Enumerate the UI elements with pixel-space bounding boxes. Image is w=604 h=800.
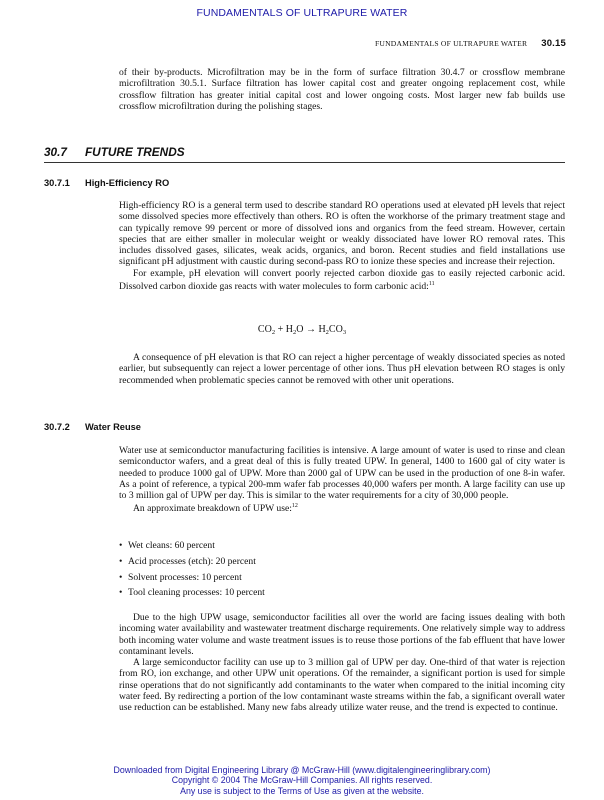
reuse-paragraph-2 [119,501,565,514]
eq-arrow: → [305,324,316,335]
list-item [119,572,265,588]
footer-terms-line[interactable]: Any use is subject to the Terms of Use as given at the website. [180,785,424,796]
eq-co: CO [257,324,272,335]
running-head-title: FUNDAMENTALS OF ULTRAPURE WATER [375,39,528,48]
eq-o: O [296,324,304,335]
ro-paragraph-2-text: For example, pH elevation will convert poorly rejected carbon dioxide gas to easily rejected carbonic acid. Dissolved carbon dioxide gas reacts with water molecules to form carbonic acid: [119,267,565,293]
subsection-heading-1 [44,178,169,188]
bullet-icon: • [119,571,123,583]
eq-plus-h: + H [277,324,293,335]
ro-paragraph-3: A consequence of pH elevation is that RO can reject a higher percentage of weakly dissociated species as noted earlier, but subsequently can reject a lower percentage of other ions. Thus pH elevation between RO stages is only recommended when problematic species cannot be removed with other unit operations. [119,352,565,386]
reuse-block-1 [119,445,565,515]
upw-use-list [119,540,265,603]
section-rule [44,162,565,163]
subsection-title-2: Water Reuse [85,422,141,432]
eq-co3: CO [328,324,343,335]
eq-co3-sub: 3 [342,329,347,336]
subsection-title-1: High-Efficiency RO [85,178,170,188]
list-item-text: Acid processes (etch): 20 percent [128,555,256,567]
ro-paragraph-1: High-efficiency RO is a general term used to describe standard RO operations used at elevated pH levels that reject some dissolved species more effectively than others. RO is often the workhorse of the primary treatment stage and can typically remove 99 percent or more of dissolved ions and organics from the feed stream. However, certain species that are either smaller in molecular weight or weakly dissociated have lower RO removal rates. This includes dissolved gases, silicates, weak acids, organics, and boron. Recent studies and field installations use significant pH adjustment with caustic during second-pass RO to ionize these species and increase their rejection. [119,200,565,268]
banner-title: FUNDAMENTALS OF ULTRAPURE WATER [196,7,408,19]
ref-12: 12 [291,503,298,510]
subsection-heading-2 [44,422,141,432]
footer [0,765,604,796]
section-number: 30.7 [44,145,67,159]
eq-h-sub: 2 [292,329,297,336]
carbonic-acid-equation [0,324,604,336]
ro-block-1 [119,200,565,292]
list-item [119,556,265,572]
list-item [119,587,265,603]
intro-block [119,67,565,112]
section-heading [44,145,185,159]
section-title: FUTURE TRENDS [84,145,185,159]
eq-co-sub: 2 [271,329,276,336]
page-number: 30.15 [541,38,566,49]
reuse-paragraph-3: Due to the high UPW usage, semiconductor facilities all over the world are facing issues dealing with both incoming water availability and wastewater treatment discharge requirements. One relatively simple way to address both incoming water volume and waste treatment issues is to reuse those portions of the fab effluent that have lower contaminant levels. [119,612,565,657]
bullet-icon: • [119,587,123,599]
subsection-number-2: 30.7.2 [44,422,70,432]
reuse-paragraph-4: A large semiconductor facility can use up to 3 million gal of UPW per day. One-third of that water is rejection from RO, ion exchange, and other UPW unit operations. Of the remainder, a significant portion is used for simple rinse operations that do not significantly add contaminants to the water when compared to the initial incoming city water feed. By redirecting a portion of the low contaminant waste streams within the fab, a significant overall water use reduction can be established. Many new fabs already utilize water reuse, and the trend is expected to continue. [119,657,565,714]
ro-block-2 [119,352,565,386]
reuse-paragraph-2-text: An approximate breakdown of UPW use: [133,503,292,515]
eq-h2-sub: 2 [325,329,329,336]
reuse-paragraph-1: Water use at semiconductor manufacturing facilities is intensive. A large amount of water is used to rinse and clean semiconductor wafers, and a great deal of this is fully treated UPW. In general, 1400 to 1600 gal of city water is needed to produce 1000 gal of UPW. More than 2000 gal of UPW can be used in the production of one 8-in wafer. As a point of reference, a typical 200-mm wafer fab processes 40,000 wafers per month. A large facility can use up to 3 million gal of UPW per day. This is similar to the water requirements for a city of 30,000 people. [119,445,565,502]
running-head [375,38,566,49]
ref-11: 11 [428,281,435,288]
footer-download-line[interactable]: Downloaded from Digital Engineering Library @ McGraw-Hill (www.digitalengineeringlibrary.com) [113,765,491,775]
subsection-number-1: 30.7.1 [44,178,70,188]
list-item-text: Solvent processes: 10 percent [128,571,242,583]
eq-h2: H [318,324,326,335]
footer-copyright-line: Copyright © 2004 The McGraw-Hill Companies. All rights reserved. [171,775,433,786]
intro-paragraph: of their by-products. Microfiltration may be in the form of surface filtration 30.4.7 or crossflow membrane microfiltration 30.5.1. Surface filtration has lower capital cost and greater ongoing replacement cost, while crossflow filtration has greater initial capital cost and lower ongoing costs. Most larger new fab builds use crossflow microfiltration during the polishing stages. [119,67,565,112]
ro-paragraph-2 [119,268,565,293]
list-item-text: Tool cleaning processes: 10 percent [128,587,265,599]
list-item [119,540,265,556]
bullet-icon: • [119,540,123,551]
list-item-text: Wet cleans: 60 percent [128,540,215,551]
reuse-block-2 [119,612,565,714]
bullet-icon: • [119,555,123,567]
